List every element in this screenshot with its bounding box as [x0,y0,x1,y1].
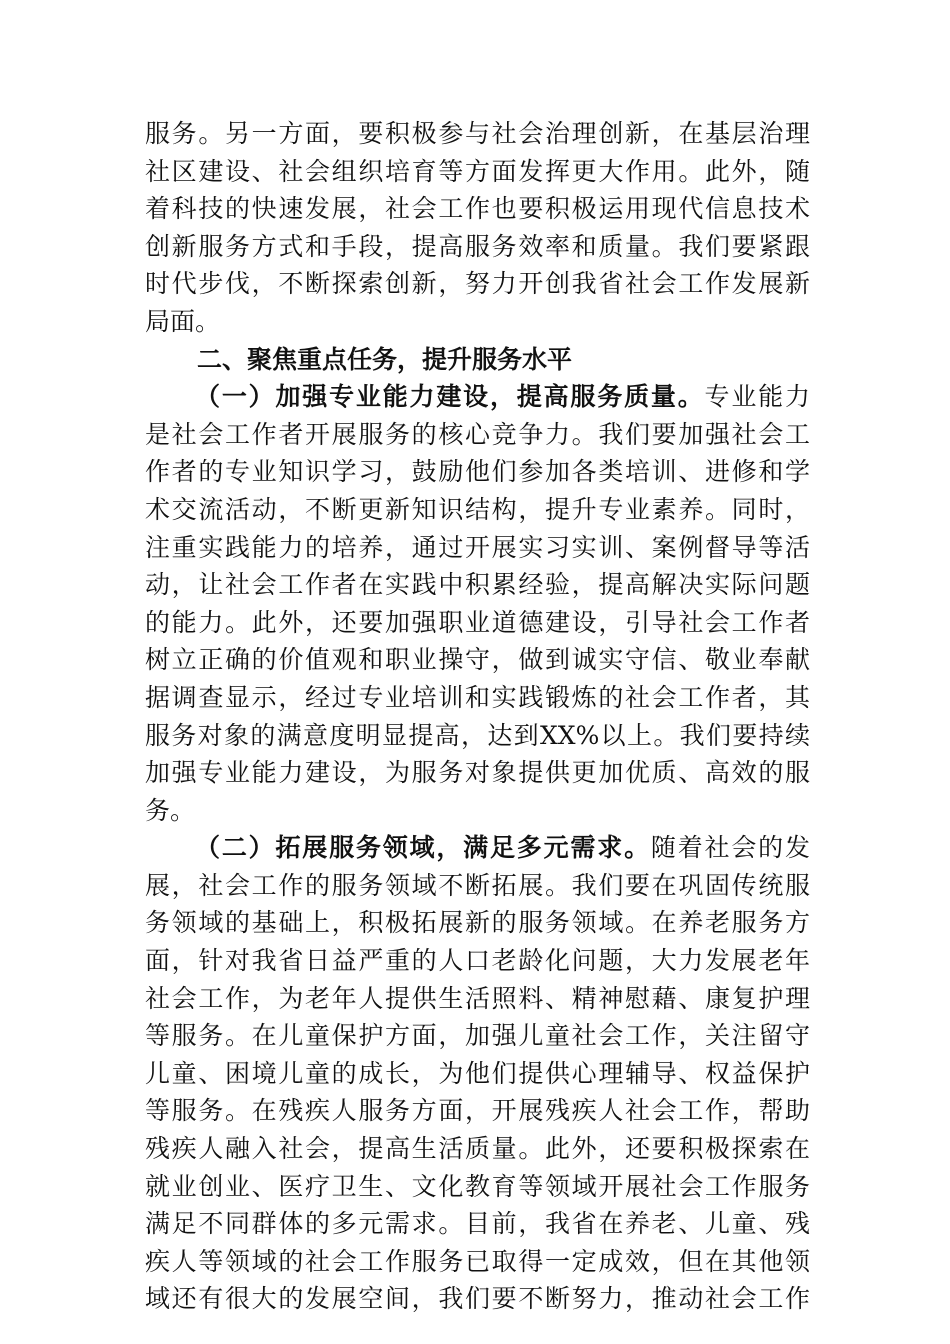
subsection-title: （二）拓展服务领域，满足多元需求。 [195,833,651,863]
text-line: 域还有很大的发展空间，我们要不断努力，推动社会工作 [145,1284,810,1314]
text-line: 据调查显示，经过专业培训和实践锻炼的社会工作者，其 [145,682,810,712]
section-heading: 二、聚焦重点任务，提升服务水平 [197,344,573,374]
text-span: 随着社会的发 [650,833,810,863]
text-line: 疾人等领域的社会工作服务已取得一定成效，但在其他领 [145,1246,810,1276]
text-line: 社会工作，为老年人提供生活照料、精神慰藉、康复护理 [145,983,810,1013]
text-line: 注重实践能力的培养，通过开展实习实训、案例督导等活 [145,532,810,562]
text-line: 是社会工作者开展服务的核心竞争力。我们要加强社会工 [145,419,810,449]
text-line: 儿童、困境儿童的成长，为他们提供心理辅导、权益保护 [145,1058,810,1088]
text-line: 等服务。在儿童保护方面，加强儿童社会工作，关注留守 [145,1021,810,1051]
text-line: 等服务。在残疾人服务方面，开展残疾人社会工作，帮助 [145,1096,810,1126]
paragraph-continuation [145,115,810,341]
text-line: 术交流活动，不断更新知识结构，提升专业素养。同时， [145,494,810,524]
text-line: 残疾人融入社会，提高生活质量。此外，还要积极探索在 [145,1134,810,1164]
document-body [145,115,810,1318]
text-line: 的能力。此外，还要加强职业道德建设，引导社会工作者 [145,607,810,637]
subsection-first-line [145,378,810,416]
text-line: 务。 [145,795,196,825]
text-line: 动，让社会工作者在实践中积累经验，提高解决实际问题 [145,570,810,600]
subsection-1 [145,378,810,829]
text-span: 专业能力 [704,382,810,412]
text-line: 务领域的基础上，积极拓展新的服务领域。在养老服务方 [145,908,810,938]
text-line: 局面。 [145,306,221,336]
text-line: 时代步伐，不断探索创新，努力开创我省社会工作发展新 [145,269,810,299]
subsection-2 [145,829,810,1318]
text-line: 满足不同群体的多元需求。目前，我省在养老、儿童、残 [145,1209,810,1239]
text-line: 创新服务方式和手段，提高服务效率和质量。我们要紧跟 [145,231,810,261]
text-line: 就业创业、医疗卫生、文化教育等领域开展社会工作服务 [145,1171,810,1201]
text-line: 社区建设、社会组织培育等方面发挥更大作用。此外，随 [145,156,810,186]
text-line: 服务。另一方面，要积极参与社会治理创新，在基层治理 [145,119,810,148]
text-line: 加强专业能力建设，为服务对象提供更加优质、高效的服 [145,758,810,788]
text-line: 展，社会工作的服务领域不断拓展。我们要在巩固传统服 [145,870,810,900]
text-line: 作者的专业知识学习，鼓励他们参加各类培训、进修和学 [145,457,810,487]
subsection-first-line [145,829,810,867]
text-line: 树立正确的价值观和职业操守，做到诚实守信、敬业奉献 [145,645,810,675]
subsection-title: （一）加强专业能力建设，提高服务质量。 [195,382,705,412]
text-line: 面，针对我省日益严重的人口老龄化问题，大力发展老年 [145,946,810,976]
text-line: 着科技的快速发展，社会工作也要积极运用现代信息技术 [145,194,810,224]
text-line: 服务对象的满意度明显提高，达到XX%以上。我们要持续 [145,720,810,750]
